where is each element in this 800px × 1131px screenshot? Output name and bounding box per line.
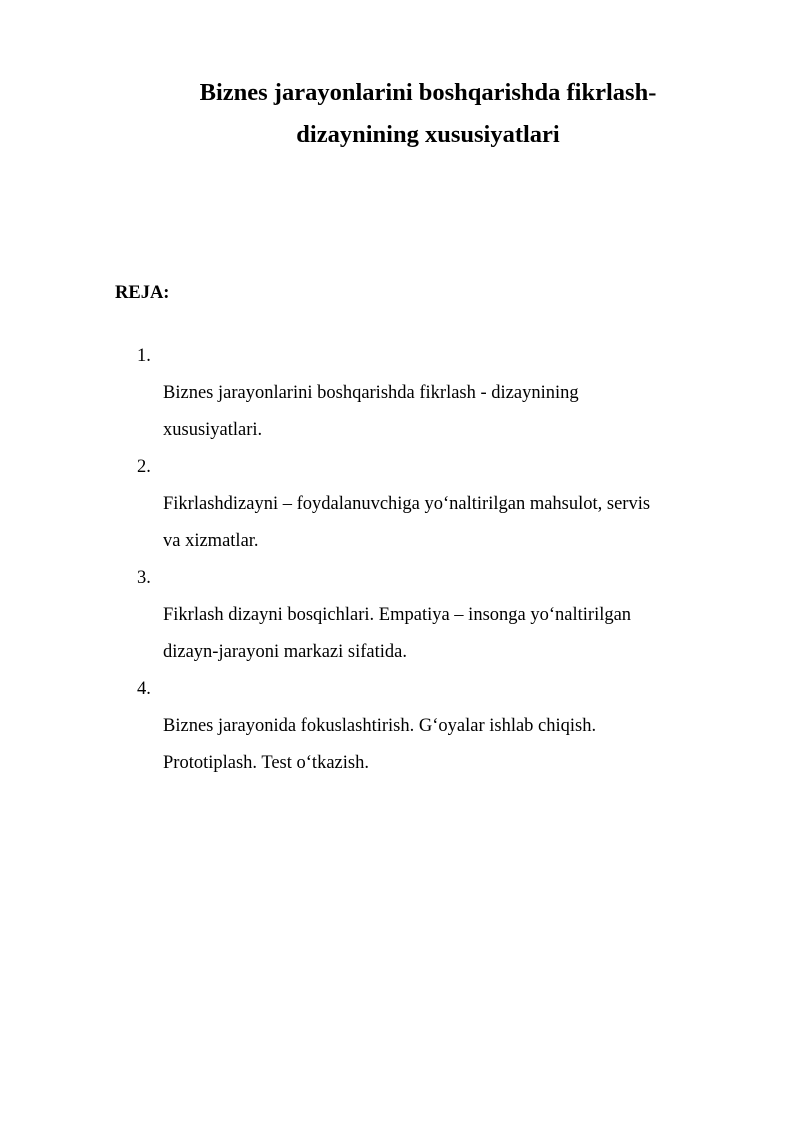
plan-heading: REJA: [115, 283, 170, 303]
plan-item-text-line-2: Prototiplash. Test o‘tkazish. [163, 753, 369, 773]
plan-item-text-line-2: va xizmatlar. [163, 531, 259, 551]
plan-item-text-line-1: Fikrlash dizayni bosqichlari. Empatiya – insonga yo‘naltirilgan [163, 605, 632, 625]
document-title-line-2: dizaynining xususiyatlari [296, 121, 560, 148]
plan-item [137, 560, 747, 671]
plan-item-number: 2. [137, 457, 151, 477]
plan-item-text-line-1: Biznes jarayonlarini boshqarishda fikrlash - dizaynining [163, 383, 579, 403]
plan-item [137, 671, 747, 782]
plan-item [137, 338, 747, 449]
document-title [100, 72, 756, 156]
plan-item-number: 1. [137, 346, 151, 366]
plan-item [137, 449, 747, 560]
plan-item-number: 4. [137, 679, 151, 699]
plan-item-text-line-2: dizayn-jarayoni markazi sifatida. [163, 642, 407, 662]
document-title-line-1: Biznes jarayonlarini boshqarishda fikrlash- [199, 79, 657, 106]
plan-item-number: 3. [137, 568, 151, 588]
plan-item-text-line-2: xususiyatlari. [163, 420, 263, 440]
plan-list [137, 338, 747, 782]
plan-item-text-line-1: Fikrlashdizayni – foydalanuvchiga yo‘naltirilgan mahsulot, servis [163, 494, 651, 514]
plan-item-text-line-1: Biznes jarayonida fokuslashtirish. G‘oyalar ishlab chiqish. [163, 716, 597, 736]
